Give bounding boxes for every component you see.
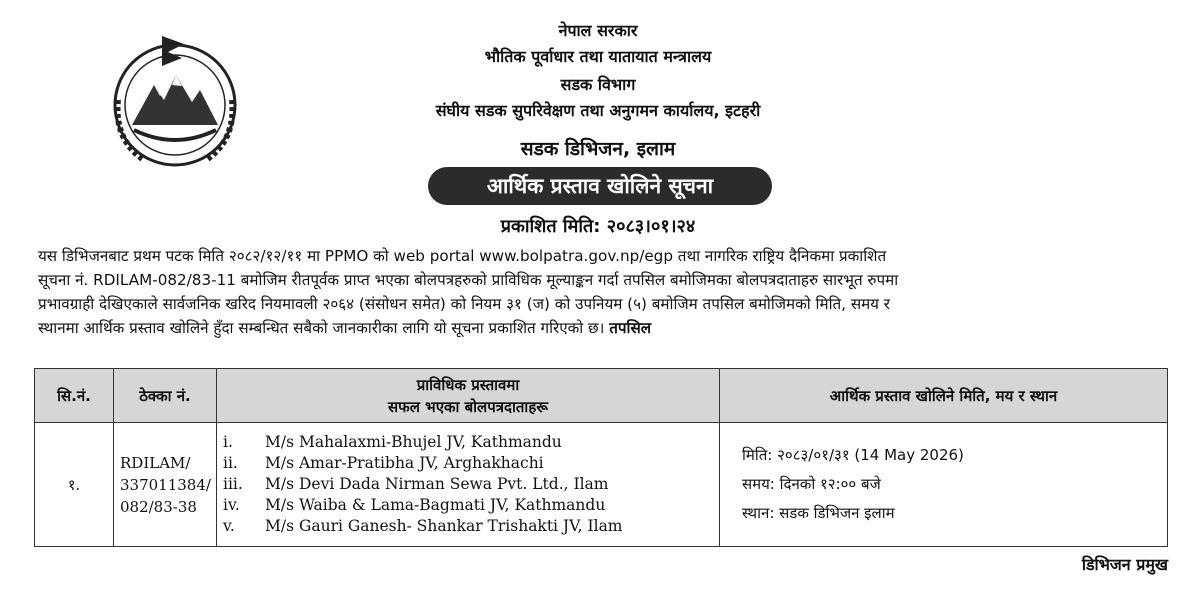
department-name: सडक विभाग: [560, 75, 636, 94]
table-row: [35, 423, 1168, 547]
bid-opening-table: [34, 368, 1168, 547]
header-bidders-line: सफल भएका बोलपत्रदाताहरू: [388, 397, 548, 416]
bidder-index: i.: [223, 433, 233, 451]
bidder-name: M/s Waiba & Lama-Bagmati JV, Kathmandu: [265, 496, 606, 514]
signature-title: डिभिजन प्रमुख: [1081, 555, 1168, 574]
bidder-index: iv.: [223, 496, 240, 514]
bidder-list: [217, 432, 719, 537]
header-bidders-line: प्राविधिक प्रस्तावमा: [416, 375, 520, 394]
bidder-name: M/s Amar-Pratibha JV, Arghakhachi: [265, 454, 544, 472]
regional-office-name: संघीय सडक सुपरिवेक्षण तथा अनुगमन कार्यालय, इटहरी: [435, 101, 761, 120]
notice-body: [38, 244, 1168, 340]
body-line: यस डिभिजनबाट प्रथम पटक मिति २०८२/१२/११ मा PPMO को web portal www.bolpatra.gov.np/egp तथा नागरिक राष्ट्रिय दैनिकमा प्रकाशित: [38, 247, 887, 265]
contract-number-cell: [114, 423, 217, 547]
schedule-label: तपसिल: [609, 319, 652, 337]
bidders-cell: [217, 423, 720, 547]
division-office-name: सडक डिभिजन, इलाम: [520, 138, 676, 160]
bidder-index: v.: [223, 517, 235, 535]
list-item: [223, 432, 719, 453]
serial-number-cell: १.: [35, 423, 114, 547]
bidder-index: ii.: [223, 454, 238, 472]
contract-line: 082/83-38: [120, 497, 197, 516]
list-item: [223, 474, 719, 495]
bidder-name: M/s Gauri Ganesh- Shankar Trishakti JV, Ilam: [265, 517, 623, 535]
body-line-text: स्थानमा आर्थिक प्रस्ताव खोलिने हुँदा सम्बन्धित सबैको जानकारीका लागि यो सूचना प्रकाशित गरिएको छ।: [38, 319, 605, 337]
bidder-index: iii.: [223, 475, 243, 493]
opening-date: मिति: २०८३/०१/३१ (14 May 2026): [742, 446, 964, 464]
opening-details-cell: [720, 423, 1168, 547]
body-line: सूचना नं. RDILAM-082/83-11 बमोजिम रीतपूर्वक प्राप्त भएका बोलपत्रहरुको प्राविधिक मूल्याङ्कन गर्दा तपसिल बमोजिमका बोलपत्रदाताहरु सारभूत रुपमा: [38, 271, 899, 289]
list-item: [223, 453, 719, 474]
contract-line: RDILAM/: [120, 453, 191, 472]
header-opening-details: आर्थिक प्रस्ताव खोलिने मिति, मय र स्थान: [720, 369, 1168, 423]
notice-title: आर्थिक प्रस्ताव खोलिने सूचना: [428, 167, 772, 205]
published-date: प्रकाशित मिति: २०८३।०१।२४: [500, 216, 696, 237]
list-item: [223, 495, 719, 516]
table-header-row: [35, 369, 1168, 423]
header-line-1: नेपाल सरकार: [558, 21, 638, 40]
header-contract-number: ठेक्का नं.: [114, 369, 217, 423]
header-serial-number: सि.नं.: [35, 369, 114, 423]
bidder-name: M/s Mahalaxmi-Bhujel JV, Kathmandu: [265, 433, 562, 451]
ministry-name: भौतिक पूर्वाधार तथा यातायात मन्त्रालय: [484, 47, 712, 66]
body-line: [38, 316, 1168, 340]
list-item: [223, 516, 719, 537]
bidder-name: M/s Devi Dada Nirman Sewa Pvt. Ltd., Ilam: [265, 475, 609, 493]
contract-line: 337011384/: [120, 475, 211, 494]
header-successful-bidders: [217, 369, 720, 423]
opening-place: स्थान: सडक डिभिजन इलाम: [742, 504, 895, 522]
body-line: प्रभावग्राही देखिएकाले सार्वजनिक खरिद नियमावली २०६४ (संसोधन समेत) को नियम ३१ (ज) को उपनियम (५) बमोजिम तपसिल बमोजिमको मिति, समय र: [38, 295, 891, 313]
opening-time: समय: दिनको १२:०० बजे: [742, 475, 881, 493]
